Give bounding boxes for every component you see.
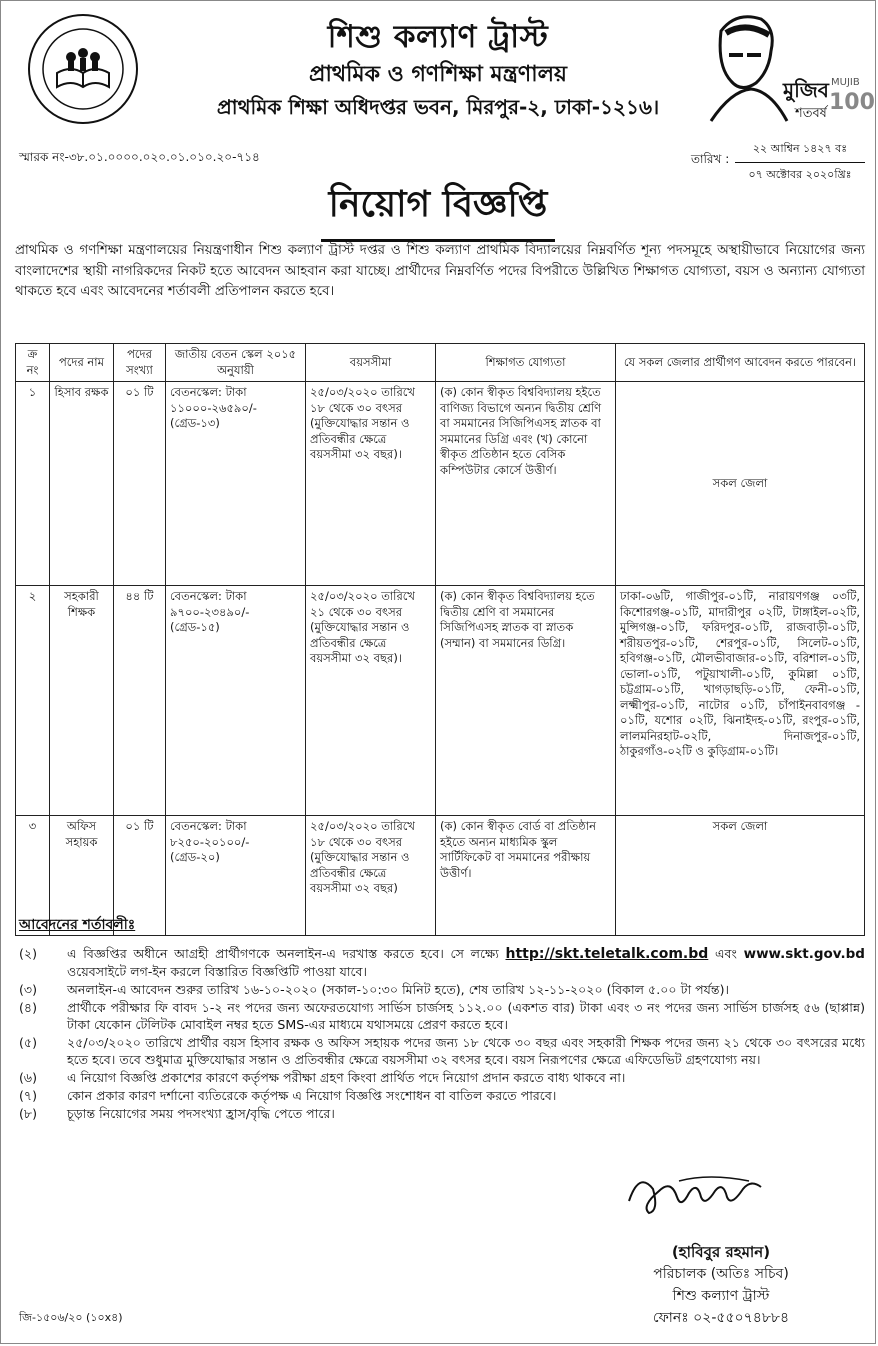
svg-text:MUJIB: MUJIB [831, 77, 860, 88]
term-number: (৫) [19, 1035, 37, 1050]
term-number: (৮) [19, 1106, 37, 1121]
row-districts: সকল জেলা [616, 816, 865, 936]
signatory-name: (হাবিবুর রহমান) [671, 1243, 771, 1261]
row-scale: বেতনস্কেল: টাকা ৯৭০০-২৩৪৯০/- (গ্রেড-১৫) [166, 586, 306, 816]
row-districts: ঢাকা-০৬টি, গাজীপুর-০১টি, নারায়ণগঞ্জ ০৩টি, কিশোরগঞ্জ-০১টি, মাদারীপুর ০২টি, টাঙ্গাইল-০২টি, মুন্সিগঞ্জ-০১টি, ফরিদপুর-০১টি, রাজবাড়ী-০১টি, শরীয়তপুর-০১টি, শেরপুর-০১টি, সিলেট-০১টি, হবিগঞ্জ-০১টি, মৌলভীবাজার-০১টি, বরিশাল-০১টি, ভোলা-০১টি, পটুয়াখালী-০১টি, কুমিল্লা ০১টি, চট্টগ্রাম-০১টি, খাগড়াছড়ি-০১টি, ফেনী-০১টি, লক্ষ্মীপুর-০১টি, নাটোর ০১টি, চাঁপাইনবাবগঞ্জ - ০১টি, যশোর ০২টি, ঝিনাইদহ-০১টি, রংপুর-০১টি, লালমনিরহাট-০২টি, দিনাজপুর-০১টি, ঠাকুরগাঁও-০২টি ও কুড়িগ্রাম-০১টি। [616, 586, 865, 816]
term-text-part: ওয়েবসাইটে লগ-ইন করলে বিস্তারিত বিজ্ঞপ্তিটি পাওয়া যাবে। [67, 964, 368, 979]
row-count: ০১ টি [114, 382, 166, 586]
date-english: ০৭ অক্টোবর ২০২০খ্রিঃ [748, 168, 852, 181]
terms-list [15, 945, 865, 1123]
term-text: কোন প্রকার কারণ দর্শানো ব্যতিরেকে কর্তৃপক্ষ এ নিয়োগ বিজ্ঞপ্তি সংশোধন বা বাতিল করতে পারবে। [67, 1088, 557, 1103]
row-age: ২৫/০৩/২০২০ তারিখে ১৮ থেকে ৩০ বৎসর (মুক্তিযোদ্ধার সন্তান ও প্রতিবন্ধীর ক্ষেত্রে বয়সসীমা ৩২ বছর) [306, 816, 436, 936]
row-districts: সকল জেলা [616, 382, 865, 586]
row-scale: বেতনস্কেল: টাকা ৮২৫০-২০১০০/- (গ্রেড-২০) [166, 816, 306, 936]
signatory-organization: শিশু কল্যাণ ট্রাস্ট [672, 1288, 770, 1304]
terms-heading: আবেদনের শর্তাবলীঃ [19, 917, 136, 933]
term-number: (৩) [19, 982, 38, 997]
teletalk-link[interactable]: http://skt.teletalk.com.bd [505, 946, 709, 962]
table-row [16, 816, 865, 936]
signature-block [601, 1241, 841, 1329]
term-text-part: এ বিজ্ঞপ্তির অধীনে আগ্রহী প্রার্থীগণকে অনলাইন-এ দরখাস্ত করতে হবে। সে লক্ষ্যে [67, 946, 499, 961]
row-education: (ক) কোন স্বীকৃত বিশ্ববিদ্যালয় হতে দ্বিতীয় শ্রেণি বা সমমানের সিজিপিএসহ স্নাতক বা স্নাতক (সম্মান) বা সমমানের ডিগ্রি। [436, 586, 616, 816]
office-address: প্রাথমিক শিক্ষা অধিদপ্তর ভবন, মিরপুর-২, ঢাকা-১২১৬। [216, 95, 660, 119]
row-post: অফিস সহায়ক [50, 816, 114, 936]
signatory-designation: পরিচালক (অতিঃ সচিব) [653, 1266, 789, 1282]
notice-title-text: নিয়োগ বিজ্ঞপ্তি [321, 177, 556, 242]
term-text: প্রার্থীকে পরীক্ষার ফি বাবদ ১-২ নং পদের জন্য অফেরতযোগ্য সার্ভিস চার্জসহ ১১২.০০ (একশত বার) টাকা এবং ৩ নং পদের জন্য সার্ভিস চার্জসহ ৫৬ (ছাপ্পান্ন) টাকা যেকোন টেলিটক মোবাইল নম্বর হতে SMS-এর মাধ্যমে যথাসময়ে প্রেরণ করতে হবে। [67, 1000, 865, 1032]
row-serial: ৩ [16, 816, 50, 936]
intro-paragraph: প্রাথমিক ও গণশিক্ষা মন্ত্রণালয়ের নিয়ন্ত্রণাধীন শিশু কল্যাণ ট্রাস্ট দপ্তর ও শিশু কল্যাণ প্রাথমিক বিদ্যালয়ের নিম্নবর্ণিত শূন্য পদসমূহে অস্থায়ীভাবে নিয়োগের জন্য বাংলাদেশের স্থায়ী নাগরিকদের নিকট হতে আবেদন আহবান করা যাচ্ছে। প্রার্থীদের নিম্নবর্ণিত পদের বিপরীতে উল্লিখিত শিক্ষাগত যোগ্যতা, বয়স ও অন্যান্য যোগ্যতা থাকতে হবে এবং আবেদনের শর্তাবলী প্রতিপালন করতে হবে। [15, 243, 865, 299]
term-number: (৪) [19, 1000, 37, 1015]
handwritten-signature [619, 1151, 779, 1231]
header-serial: ক্র নং [16, 344, 50, 382]
table-row [16, 586, 865, 816]
svg-text:শতবর্ষ: শতবর্ষ [795, 106, 827, 121]
term-text: অনলাইন-এ আবেদন শুরুর তারিখ ১৬-১০-২০২০ (সকাল-১০:৩০ মিনিট হতে), শেষ তারিখ ১২-১১-২০২০ (বিকাল ৫.০০ টা পর্যন্ত)। [67, 982, 729, 997]
term-text: চূড়ান্ত নিয়োগের সময় পদসংখ্যা হ্রাস/বৃদ্ধি পেতে পারে। [67, 1106, 335, 1121]
term-number: (২) [19, 946, 38, 961]
row-education: (ক) কোন স্বীকৃত বিশ্ববিদ্যালয় হইতে বাণিজ্য বিভাগে অন্যন দ্বিতীয় শ্রেণি বা সমমানের সিজিপিএসহ স্নাতক বা সমমানের ডিগ্রি এবং (খ) কোনো স্বীকৃত প্রতিষ্ঠান হতে বেসিক কম্পিউটার কোর্সে উত্তীর্ণ। [436, 382, 616, 586]
term-number: (৭) [19, 1088, 38, 1103]
list-item [15, 1069, 865, 1086]
header-districts: যে সকল জেলার প্রার্থীগণ আবেদন করতে পারবেন। [616, 344, 865, 382]
list-item [15, 1034, 865, 1068]
table-header-row [16, 344, 865, 382]
row-age: ২৫/০৩/২০২০ তারিখে ১৮ থেকে ৩০ বৎসর (মুক্তিযোদ্ধার সন্তান ও প্রতিবন্ধীর ক্ষেত্রে বয়সসীমা ৩২ বছর)। [306, 382, 436, 586]
header-education: শিক্ষাগত যোগ্যতা [436, 344, 616, 382]
header-scale: জাতীয় বেতন স্কেল ২০১৫ অনুযায়ী [166, 344, 306, 382]
header-age: বয়সসীমা [306, 344, 436, 382]
list-item [15, 981, 865, 998]
row-age: ২৫/০৩/২০২০ তারিখে ২১ থেকে ৩০ বৎসর (মুক্তিযোদ্ধার সন্তান ও প্রতিবন্ধীর ক্ষেত্রে বয়সসীমা ৩২ বছর)। [306, 586, 436, 816]
term-text: ২৫/০৩/২০২০ তারিখে প্রার্থীর বয়স হিসাব রক্ষক ও অফিস সহায়ক পদের জন্য ১৮ থেকে ৩০ বছর এবং সহকারী শিক্ষক পদের জন্য ২১ থেকে ৩০ বৎসরের মধ্যে হতে হবে। তবে শুধুমাত্র মুক্তিযোদ্ধার সন্তান ও প্রতিবন্ধীর ক্ষেত্রে বয়সসীমা ৩২ বৎসর হবে। বয়স নিরূপণের ক্ষেত্রে এফিডেভিট গ্রহণযোগ্য নয়। [67, 1035, 865, 1067]
notice-title [1, 177, 875, 242]
list-item [15, 945, 865, 980]
organization-title: শিশু কল্যাণ ট্রাস্ট [327, 19, 549, 55]
row-serial: ২ [16, 586, 50, 816]
table-row [16, 382, 865, 586]
term-number: (৬) [19, 1070, 38, 1085]
row-post: হিসাব রক্ষক [50, 382, 114, 586]
row-count: ৪৪ টি [114, 586, 166, 816]
term-text: এ নিয়োগ বিজ্ঞপ্তি প্রকাশের কারণে কর্তৃপক্ষ পরীক্ষা গ্রহণ কিংবা প্রার্থিত পদে নিয়োগ প্রদান করতে বাধ্য থাকবে না। [67, 1070, 626, 1085]
ministry-name: প্রাথমিক ও গণশিক্ষা মন্ত্রণালয় [309, 62, 567, 87]
row-serial: ১ [16, 382, 50, 586]
row-post: সহকারী শিক্ষক [50, 586, 114, 816]
svg-text:100: 100 [829, 90, 875, 115]
vacancy-table [15, 343, 865, 936]
list-item [15, 1105, 865, 1122]
term-text-part: এবং [714, 946, 737, 961]
row-education: (ক) কোন স্বীকৃত বোর্ড বা প্রতিষ্ঠান হইতে অন্যন মাধ্যমিক স্কুল সার্টিফিকেট বা সমমানের পরীক্ষায় উত্তীর্ণ। [436, 816, 616, 936]
header-count: পদের সংখ্যা [114, 344, 166, 382]
date-bangla: ২২ আশ্বিন ১৪২৭ বঃ [735, 137, 865, 163]
row-count: ০১ টি [114, 816, 166, 936]
date-label: তারিখ : [691, 152, 730, 166]
memo-number: স্মারক নং-৩৮.০১.০০০০.০২০.০১.০১০.২০-৭১৪ [19, 150, 260, 164]
list-item [15, 999, 865, 1033]
print-code: জি-১৫০৬/২০ (১০x৪) [19, 1311, 123, 1324]
skt-website-link[interactable]: www.skt.gov.bd [743, 946, 865, 962]
term-text [67, 945, 865, 980]
header-post: পদের নাম [50, 344, 114, 382]
signatory-phone: ফোনঃ ০২-৫৫০৭৪৮৮৪ [652, 1310, 790, 1326]
list-item [15, 1087, 865, 1104]
row-scale: বেতনস্কেল: টাকা ১১০০০-২৬৫৯০/- (গ্রেড-১৩) [166, 382, 306, 586]
svg-text:মুজিব: মুজিব [783, 78, 829, 102]
